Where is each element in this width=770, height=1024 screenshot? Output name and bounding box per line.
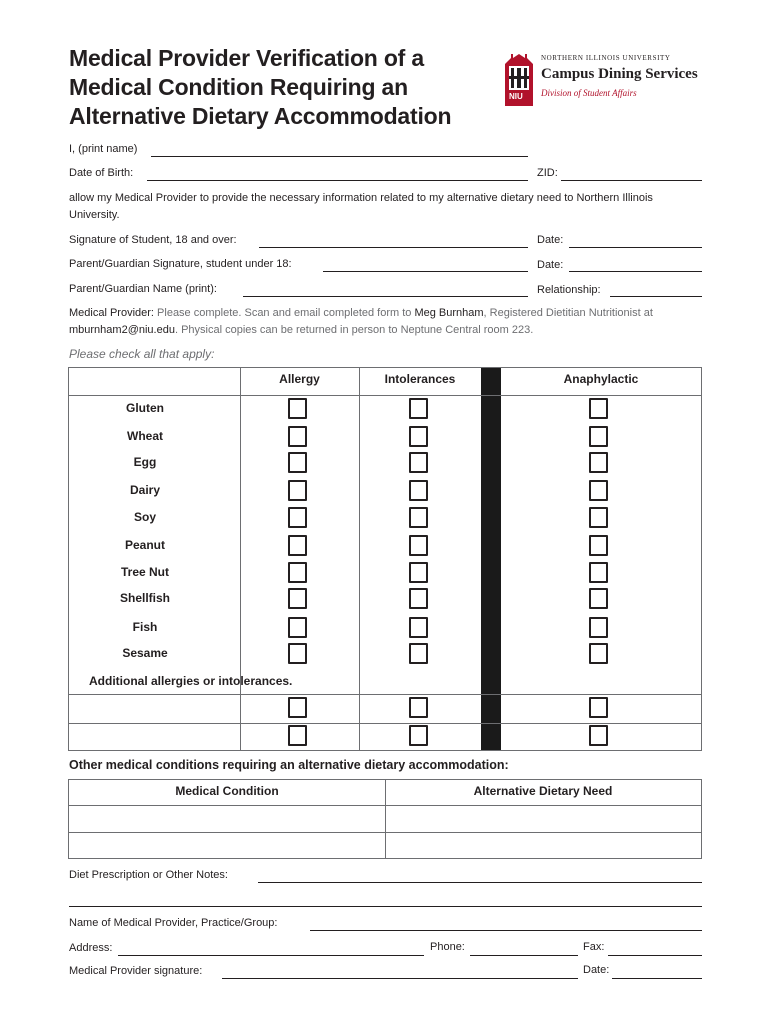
- additional-allergen-field[interactable]: [71, 724, 237, 749]
- allergy-checkbox[interactable]: [288, 643, 307, 664]
- intolerance-checkbox[interactable]: [409, 643, 428, 664]
- intolerance-checkbox[interactable]: [409, 617, 428, 638]
- allergen-label: Shellfish: [119, 591, 170, 605]
- col-divider: [359, 368, 360, 750]
- dob-label: Date of Birth:: [69, 167, 134, 179]
- additional-allergen-field[interactable]: [71, 696, 237, 721]
- additional-allergy-checkbox[interactable]: [288, 697, 307, 718]
- dietitian-email[interactable]: mburnham2@niu.edu: [69, 324, 175, 336]
- allergy-checkbox[interactable]: [288, 535, 307, 556]
- allergy-checkbox[interactable]: [288, 398, 307, 419]
- intolerance-checkbox[interactable]: [409, 480, 428, 501]
- relationship-field[interactable]: [610, 296, 702, 297]
- diet-notes-field[interactable]: [258, 882, 702, 883]
- anaphylactic-checkbox[interactable]: [589, 480, 608, 501]
- date-label-1: Date:: [537, 234, 564, 246]
- conditions-table: [68, 779, 702, 859]
- niu-badge-text: NIU: [509, 92, 523, 101]
- phone-field[interactable]: [470, 955, 578, 956]
- col-divider: [240, 368, 241, 750]
- dietary-need-cell[interactable]: [387, 834, 699, 857]
- allergy-checkbox[interactable]: [288, 480, 307, 501]
- phone-label: Phone:: [430, 941, 465, 953]
- intolerance-checkbox[interactable]: [409, 562, 428, 583]
- other-conditions-heading: Other medical conditions requiring an alternative dietary accommodation:: [69, 758, 509, 772]
- intolerance-checkbox[interactable]: [409, 426, 428, 447]
- parent-signature-label: Parent/Guardian Signature, student under 18:: [69, 258, 292, 270]
- intolerance-checkbox[interactable]: [409, 535, 428, 556]
- parent-name-label: Parent/Guardian Name (print):: [69, 283, 217, 295]
- allergy-checkbox[interactable]: [288, 562, 307, 583]
- intolerance-checkbox[interactable]: [409, 588, 428, 609]
- condition-cell[interactable]: [71, 834, 383, 857]
- zid-field[interactable]: [561, 180, 702, 181]
- zid-label: ZID:: [537, 167, 558, 179]
- additional-divider-top: [69, 694, 701, 695]
- anaphylactic-checkbox[interactable]: [589, 507, 608, 528]
- column-separator-bar: [481, 368, 501, 750]
- anaphylactic-checkbox[interactable]: [589, 562, 608, 583]
- anaphylactic-checkbox[interactable]: [589, 588, 608, 609]
- allergen-label: Gluten: [126, 401, 164, 415]
- student-signature-field[interactable]: [259, 247, 528, 248]
- anaphylactic-checkbox[interactable]: [589, 426, 608, 447]
- condition-cell[interactable]: [71, 807, 383, 830]
- dob-field[interactable]: [147, 180, 528, 181]
- col-header-allergy: Allergy: [279, 372, 320, 386]
- diet-notes-label: Diet Prescription or Other Notes:: [69, 869, 228, 881]
- header-divider: [69, 395, 701, 396]
- allergy-checkbox[interactable]: [288, 452, 307, 473]
- parent-signature-field[interactable]: [323, 271, 528, 272]
- col-header-intolerances: Intolerances: [384, 372, 456, 386]
- provider-text-3: . Physical copies can be returned in person to Neptune Central room 223.: [174, 324, 534, 336]
- provider-signature-field[interactable]: [222, 978, 578, 979]
- additional-anaphylactic-checkbox[interactable]: [589, 697, 608, 718]
- intolerance-checkbox[interactable]: [409, 452, 428, 473]
- date-field-1[interactable]: [569, 247, 702, 248]
- allergy-checkbox[interactable]: [288, 507, 307, 528]
- additional-allergies-label: Additional allergies or intolerances.: [89, 674, 293, 688]
- anaphylactic-checkbox[interactable]: [589, 398, 608, 419]
- date-field-3[interactable]: [612, 978, 702, 979]
- allergy-checkbox[interactable]: [288, 426, 307, 447]
- print-name-field[interactable]: [151, 156, 528, 157]
- allergen-label: Dairy: [129, 483, 161, 497]
- allergen-label: Tree Nut: [120, 565, 169, 579]
- allergy-checkbox[interactable]: [288, 588, 307, 609]
- page-title: Medical Provider Verification of a Medical Condition Requiring an Alternative Dietary Accommodation: [69, 45, 452, 129]
- header-divider: [69, 805, 701, 806]
- intolerance-checkbox[interactable]: [409, 507, 428, 528]
- allergen-label: Sesame: [122, 646, 168, 660]
- date-label-3: Date:: [583, 964, 610, 976]
- allergy-checkbox[interactable]: [288, 617, 307, 638]
- col-header-dietary-need: Alternative Dietary Need: [473, 784, 613, 798]
- provider-name-field[interactable]: [310, 930, 702, 931]
- provider-text-1: Please complete. Scan and email completed form to: [153, 307, 415, 319]
- provider-name-label: Name of Medical Provider, Practice/Group:: [69, 917, 278, 929]
- allergen-label: Peanut: [124, 538, 165, 552]
- allergy-checklist-table: [68, 367, 702, 751]
- date-label-2: Date:: [537, 259, 564, 271]
- additional-anaphylactic-checkbox[interactable]: [589, 725, 608, 746]
- additional-allergy-checkbox[interactable]: [288, 725, 307, 746]
- anaphylactic-checkbox[interactable]: [589, 452, 608, 473]
- campus-dining-logo: [503, 52, 703, 110]
- allergen-label: Wheat: [127, 429, 163, 443]
- provider-signature-label: Medical Provider signature:: [69, 965, 203, 977]
- check-prompt: Please check all that apply:: [69, 347, 215, 361]
- provider-instructions: [69, 305, 699, 339]
- additional-intolerance-checkbox[interactable]: [409, 725, 428, 746]
- fax-label: Fax:: [583, 941, 605, 953]
- university-name: NORTHERN ILLINOIS UNIVERSITY: [541, 54, 671, 62]
- col-header-anaphylactic: Anaphylactic: [563, 372, 639, 386]
- anaphylactic-checkbox[interactable]: [589, 617, 608, 638]
- col-header-condition: Medical Condition: [175, 784, 279, 798]
- address-label: Address:: [69, 942, 113, 954]
- allergen-label: Egg: [133, 455, 157, 469]
- intolerance-checkbox[interactable]: [409, 398, 428, 419]
- relationship-label: Relationship:: [537, 284, 601, 296]
- anaphylactic-checkbox[interactable]: [589, 643, 608, 664]
- address-field[interactable]: [118, 955, 424, 956]
- division-name: Division of Student Affairs: [541, 88, 637, 98]
- diet-notes-field-2[interactable]: [69, 906, 702, 907]
- dietitian-name: Meg Burnham: [414, 307, 484, 319]
- fax-field[interactable]: [608, 955, 702, 956]
- print-name-label: I, (print name): [69, 143, 138, 155]
- allergen-label: Fish: [132, 620, 158, 634]
- anaphylactic-checkbox[interactable]: [589, 535, 608, 556]
- provider-text-2: , Registered Dietitian Nutritionist at: [483, 307, 653, 319]
- parent-name-field[interactable]: [243, 296, 528, 297]
- student-signature-label: Signature of Student, 18 and over:: [69, 234, 237, 246]
- date-field-2[interactable]: [569, 271, 702, 272]
- dining-services-name: Campus Dining Services: [541, 66, 698, 82]
- dietary-need-cell[interactable]: [387, 807, 699, 830]
- allergen-label: Soy: [133, 510, 156, 524]
- row-divider: [69, 832, 701, 833]
- additional-intolerance-checkbox[interactable]: [409, 697, 428, 718]
- provider-prefix: Medical Provider:: [69, 307, 154, 319]
- consent-text: allow my Medical Provider to provide the necessary information related to my alternative dietary need to Northern Illinois University.: [69, 192, 653, 221]
